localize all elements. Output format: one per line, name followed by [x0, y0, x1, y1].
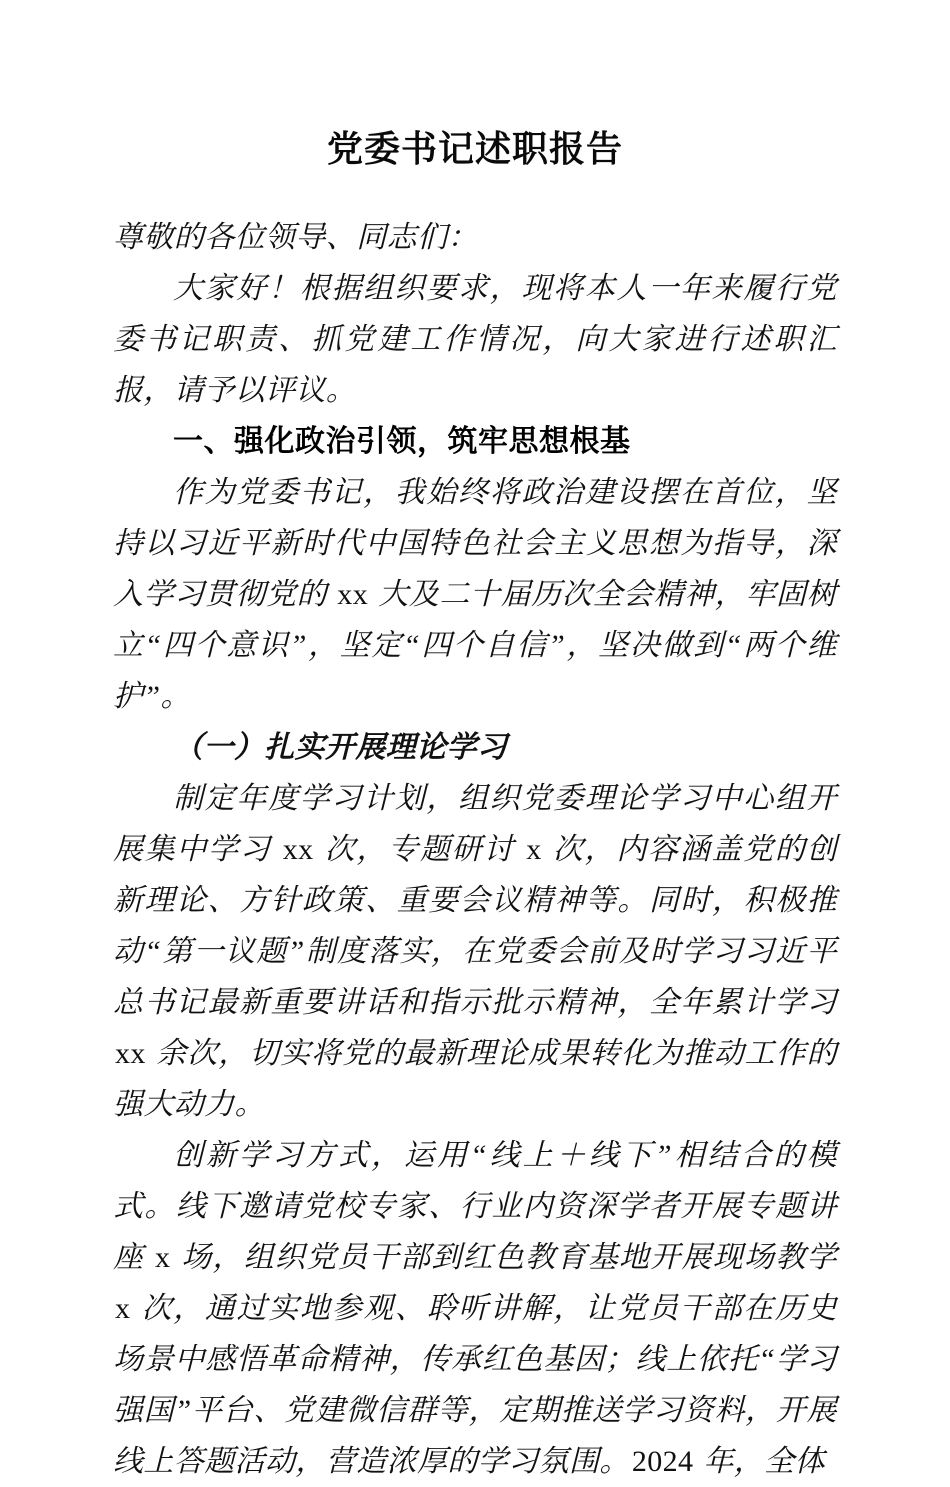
section-1-paragraph: 作为党委书记，我始终将政治建设摆在首位，坚持以习近平新时代中国特色社会主义思想为指导，深入学习贯彻党的 xx 大及二十届历次全会精神，牢固树立“四个意识”，坚定“四个自信”，坚决做到“两个维护”。: [113, 476, 837, 713]
opening-paragraph: 大家好！根据组织要求，现将本人一年来履行党委书记职责、抓党建工作情况，向大家进行述职汇报，请予以评议。: [113, 272, 837, 407]
salutation-paragraph: 尊敬的各位领导、同志们：: [113, 221, 478, 254]
subsection-1-1-paragraph-2: 创新学习方式，运用“线上＋线下”相结合的模式。线下邀请党校专家、行业内资深学者开展专题讲座 x 场，组织党员干部到红色教育基地开展现场教学 x 次，通过实地参观、聆听讲解，让党员干部在历史场景中感悟革命精神，传承红色基因；线上依托“学习强国”平台、党建微信群等，定期推送学习资料，开展线上答题活动，营造浓厚的学习氛围。2024 年，全体: [113, 1139, 837, 1478]
section-heading-1: 一、强化政治引领，筑牢思想根基: [173, 425, 631, 458]
subsection-1-1-paragraph-1: 制定年度学习计划，组织党委理论学习中心组开展集中学习 xx 次，专题研讨 x 次，内容涵盖党的创新理论、方针政策、重要会议精神等。同时，积极推动“第一议题”制度落实，在党委会前及时学习习近平总书记最新重要讲话和指示批示精神，全年累计学习 xx 余次，切实将党的最新理论成果转化为推动工作的强大动力。: [113, 782, 838, 1121]
page-title: 党委书记述职报告: [326, 129, 623, 169]
document-content: [113, 0, 837, 1487]
subsection-heading-1-1: （一）扎实开展理论学习: [173, 731, 508, 764]
